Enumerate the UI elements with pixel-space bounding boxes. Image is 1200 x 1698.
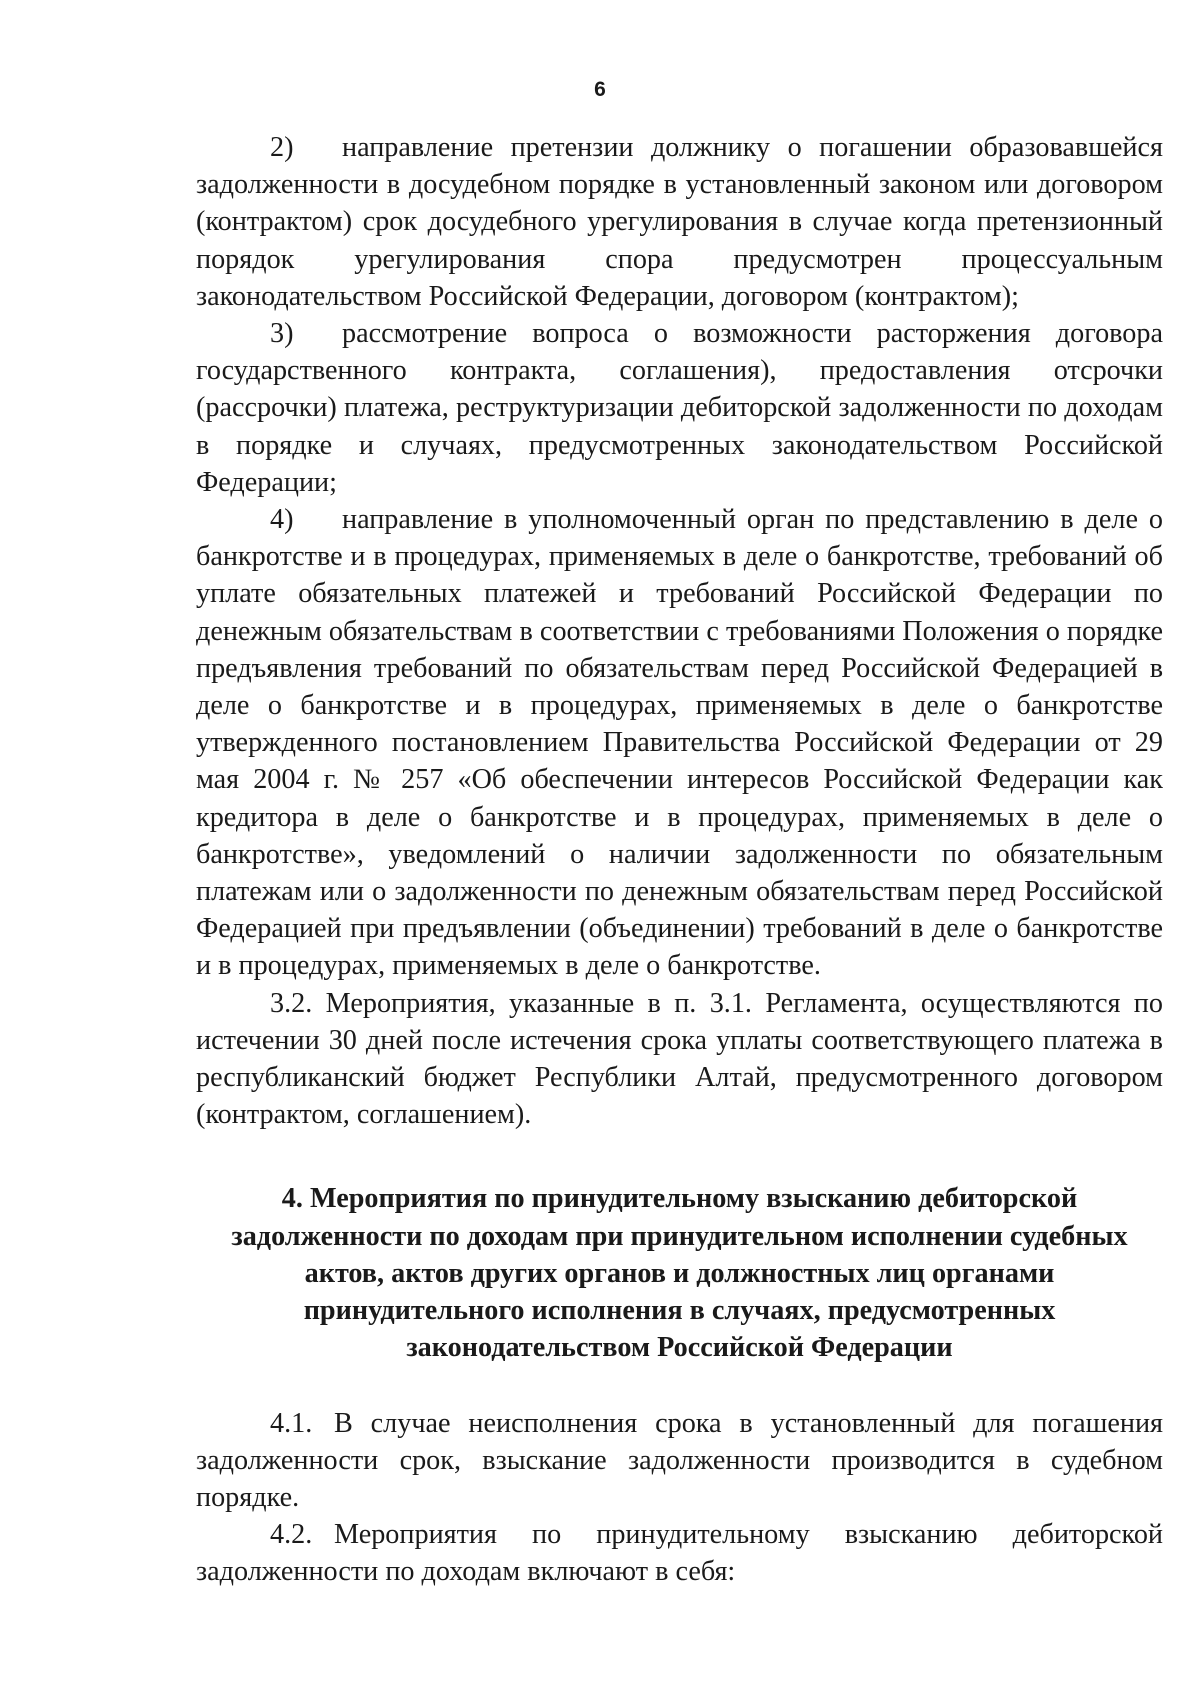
list-item-text: рассмотрение вопроса о возможности расторжения договора государственного контракта, соглашения), предоставления отсрочки (рассрочки) платежа, реструктуризации дебиторской задолженности по доходам в порядке и случаях, предусмотренных законодательством Российской Федерации; [196, 318, 1163, 498]
section-heading: 4. Мероприятия по принудительному взысканию дебиторской задолженности по доходам при принудительном исполнении судебных актов, актов других органов и должностных лиц органами принудительного исполнения в случаях, предусмотренных законодательством Российской Федерации [231, 1183, 1128, 1364]
list-item-number: 4) [270, 504, 294, 536]
list-item-number: 2) [270, 132, 294, 163]
clause-4-2 [196, 1516, 1163, 1590]
list-item-4 [196, 501, 1163, 985]
clause-3-2: 3.2. Мероприятия, указанные в п. 3.1. Регламента, осуществляются по истечении 30 дней после истечения срока уплаты соответствующего платежа в республиканский бюджет Республики Алтай, предусмотренного договором (контрактом, соглашением). [196, 987, 1163, 1131]
clause-text: В случае неисполнения срока в установленный для погашения задолженности срок, взыскание задолженности производится в судебном порядке. [196, 1407, 1163, 1513]
clause-number: 4.2. [270, 1519, 313, 1551]
clause-4-1 [196, 1405, 1163, 1517]
page-number: 6 [594, 78, 606, 101]
list-item-2 [196, 129, 1163, 315]
list-item-text: направление претензии должнику о погашении образовавшейся задолженности в досудебном порядке в установленный законом или договором (контрактом) срок досудебного урегулирования в случае когда претензионный порядок урегулирования спора предусмотрен процессуальным законодательством Российской Федерации, договором (контрактом); [196, 132, 1163, 312]
list-item-3 [196, 315, 1163, 501]
document-body [196, 129, 1163, 1591]
list-item-number: 3) [270, 318, 294, 350]
clause-number: 4.1. [270, 1407, 313, 1439]
list-item-text: направление в уполномоченный орган по представлению в деле о банкротстве и в процедурах, применяемых в деле о банкротстве, требований об уплате обязательных платежей и требований Российской Федерации по денежным обязательствам в соответствии с требованиями Положения о порядке предъявления требований по обязательствам перед Российской Федерацией в деле о банкротстве и в процедурах, применяемых в деле о банкротстве утвержденного постановлением Правительства Российской Федерации от 29 мая 2004 г. № 257 «Об обеспечении интересов Российской Федерации как кредитора в деле о банкротстве и в процедурах, применяемых в деле о банкротстве», уведомлений о наличии задолженности по обязательным платежам или о задолженности по денежным обязательствам перед Российской Федерацией при предъявлении (объединении) требований в деле о банкротстве и в процедурах, применяемых в деле о банкротстве. [196, 504, 1163, 982]
clause-text: Мероприятия по принудительному взысканию дебиторской задолженности по доходам включают в себя: [196, 1519, 1163, 1588]
